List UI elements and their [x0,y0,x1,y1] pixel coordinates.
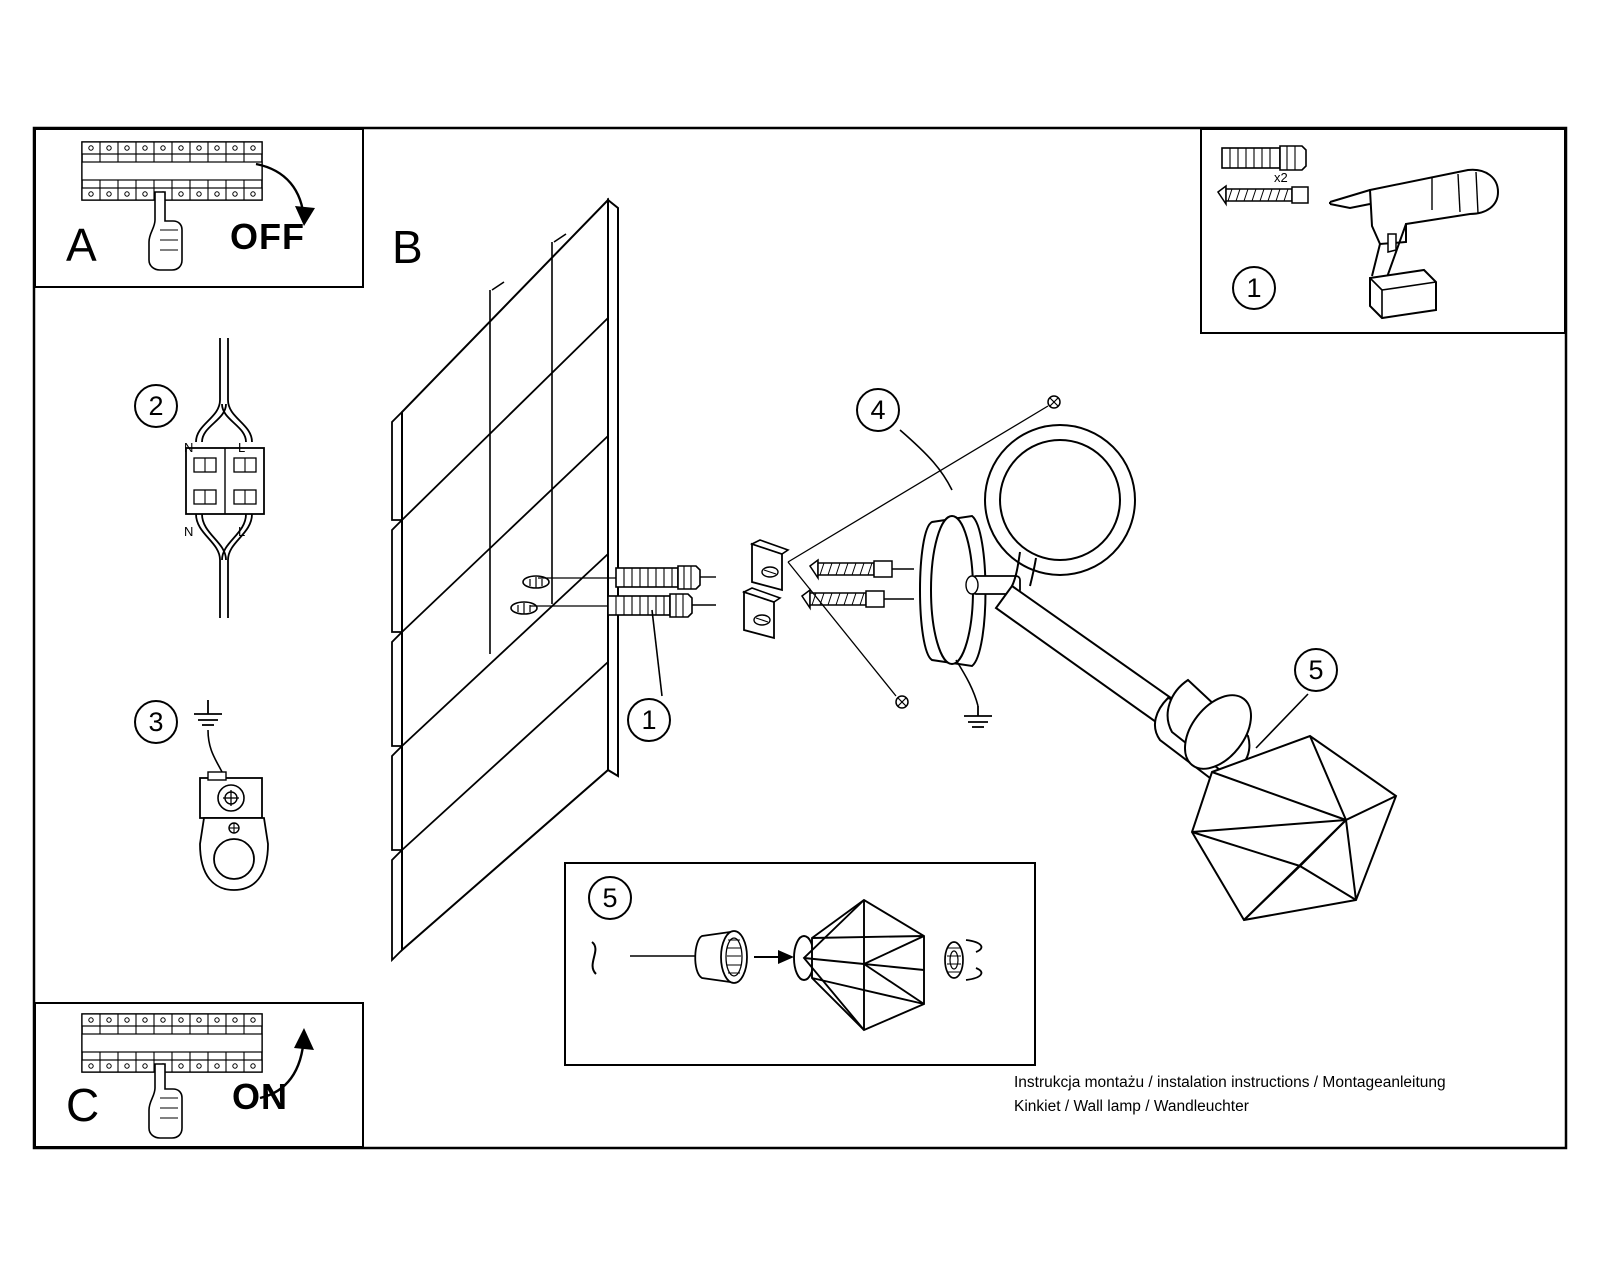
breaker-on-illustration [60,1006,360,1146]
panel-b-letter: B [392,221,423,273]
step-4-number: 4 [870,394,886,425]
drill-icon [1330,170,1498,318]
screw-icon [1218,186,1308,204]
earth-terminal-illustration [182,694,342,914]
ring-nut [945,940,981,980]
caption-line-1: Instrukcja montażu / instalation instructions / Montageanleitung [1014,1074,1446,1091]
panel-c-action-label: ON [232,1076,288,1117]
fixing-point-callouts [780,390,1100,720]
anchor-leader-line [630,600,690,710]
step-1-anchor-number: 1 [641,704,657,735]
breaker-off-illustration [60,134,360,284]
step-5-lamp-badge [1294,648,1338,692]
step-3-badge [134,700,178,744]
shade-leader-line [1250,690,1320,770]
wire-connector-illustration [170,330,350,630]
wire-label-l-bottom: L [238,524,246,539]
wire-label-n-top: N [184,440,194,455]
wall-anchor-1 [616,566,716,589]
tools-illustration [1210,134,1560,330]
step-5-lamp-number: 5 [1308,654,1324,685]
wire-label-n-bottom: N [184,524,194,539]
cage-shade [794,900,924,1030]
panel-c-letter: C [66,1079,100,1131]
socket-cup [695,931,747,983]
step-2-number: 2 [148,390,164,421]
wire-label-l-top: L [238,440,246,455]
anchor-quantity-label: x2 [1274,170,1288,185]
wall-plug-icon [1222,146,1306,170]
shade-step-number: 5 [602,882,618,913]
panel-a-letter: A [66,219,97,271]
panel-a-action-label: OFF [230,216,305,257]
tools-step-number: 1 [1246,272,1262,303]
step-3-number: 3 [148,706,164,737]
shade-assembly-illustration [572,880,1028,1060]
caption-line-2: Kinkiet / Wall lamp / Wandleuchter [1014,1098,1249,1115]
earth-symbol-base [952,650,1032,740]
